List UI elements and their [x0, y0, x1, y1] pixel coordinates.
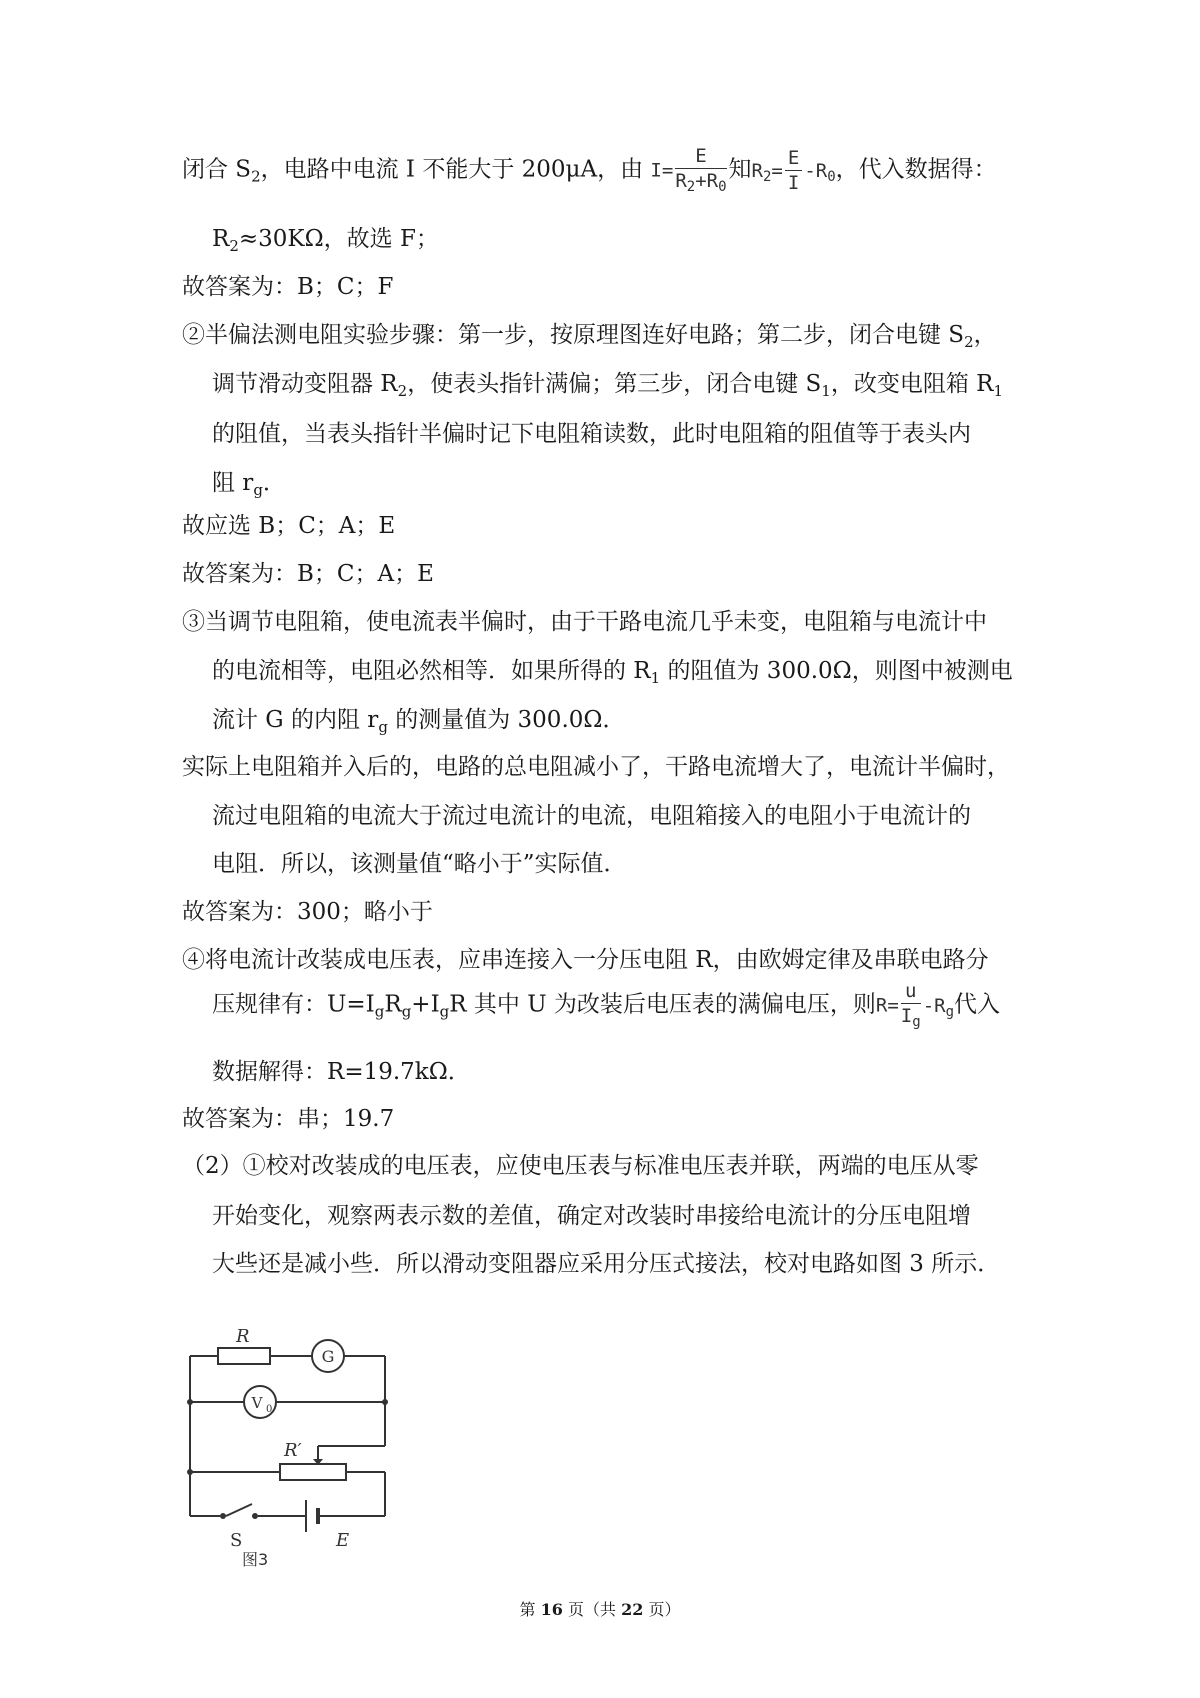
text-line-7: 阻 $r_g$．: [212, 470, 286, 499]
label-e: E: [336, 1530, 350, 1551]
switch-s: [226, 1504, 252, 1516]
figure-caption: 图3: [242, 1550, 269, 1568]
text-line-4: ②半偏法测电阻实验步骤：第一步，按原理图连好电路；第二步，闭合电键 $S_2$，: [182, 322, 997, 351]
formula-r2: $R_2=$: [751, 159, 783, 185]
text-line-13: 实际上电阻箱并入后的，电路的总电阻减小了，干路电流增大了，电流计半偏时，: [182, 754, 1010, 780]
text-line-1: [182, 147, 1200, 194]
text-line-22: 开始变化，观察两表示数的差值，确定对改装时串接给电流计的分压电阻增: [212, 1203, 971, 1229]
fraction-u-over-ig: $\frac{u}{I_g}$: [900, 980, 921, 1030]
text-line-17: ④将电流计改装成电压表，应串连接入一分压电阻 R，由欧姆定律及串联电路分: [182, 947, 989, 973]
text-line-16: 故答案为：300；略小于: [182, 899, 433, 925]
label-g: G: [321, 1347, 335, 1366]
text-line-19: 数据解得：R=19.7kΩ．: [212, 1059, 471, 1085]
text: ，电路中电流 I 不能大于 200μA，由: [260, 156, 644, 183]
label-r: R: [236, 1328, 250, 1347]
text-line-15: 电阻．所以，该测量值“略小于”实际值．: [212, 851, 627, 877]
formula-r: R=: [875, 994, 899, 1017]
formula-minus-r0: $-R_0$: [804, 159, 836, 185]
text-line-12: 流计 G 的内阻 $r_g$ 的测量值为 300.0Ω．: [212, 707, 626, 736]
text-line-3: 故答案为：B；C；F: [182, 274, 394, 300]
formula-minus-rg: $-R_g$: [922, 994, 955, 1020]
label-v: V: [251, 1394, 263, 1412]
text-line-10: ③当调节电阻箱，使电流表半偏时，由于干路电流几乎未变，电阻箱与电流计中: [182, 609, 987, 635]
text-line-8: 故应选 B；C；A；E: [182, 513, 396, 539]
text: ，代入数据得：: [835, 156, 997, 183]
text-line-2: $R_2\approx 30K\Omega$，故选 F；: [212, 226, 439, 255]
label-v-sub: 0: [266, 1404, 273, 1415]
page-footer: 第 16 页（共 22 页）: [519, 1600, 681, 1619]
label-s: S: [230, 1530, 243, 1551]
circuit-diagram: [180, 1328, 410, 1568]
text-line-20: 故答案为：串；19.7: [182, 1106, 395, 1132]
fraction-e-over-r2-r0: $\frac{E}{R_2+R_0}$: [675, 145, 727, 195]
text-line-11: 的电流相等，电阻必然相等．如果所得的 $R_1$ 的阻值为 300.0Ω，则图中被测电: [212, 658, 1013, 687]
text: 闭合 S: [182, 156, 252, 183]
text-line-14: 流过电阻箱的电流大于流过电流计的电流，电阻箱接入的电阻小于电流计的: [212, 803, 971, 829]
text-line-18: 压规律有：$U=I_gR_g+I_gR$ 其中 U 为改装后电压表的满偏电压，则R= $\frac{u}{I_g}$ $-R_g$代入: [212, 980, 1001, 1030]
text-line-23: 大些还是减小些．所以滑动变阻器应采用分压式接法，校对电路如图 3 所示．: [212, 1251, 1001, 1277]
label-r-prime: R′: [284, 1440, 302, 1461]
fraction-e-over-i: $\frac{E}{I}$: [785, 149, 802, 193]
subscript: 2: [251, 167, 261, 186]
text: 知: [728, 156, 752, 183]
formula-i: I=: [650, 159, 674, 182]
text-line-9: 故答案为：B；C；A；E: [182, 561, 434, 587]
text-line-5: 调节滑动变阻器 $R_2$，使表头指针满偏；第三步，闭合电键 $S_1$，改变电阻箱 $R_1$: [212, 371, 1003, 400]
text-line-6: 的阻值，当表头指针半偏时记下电阻箱读数，此时电阻箱的阻值等于表头内: [212, 421, 971, 447]
rheostat-r-prime: [280, 1464, 346, 1480]
resistor-r: [218, 1348, 270, 1364]
text-line-21: （2）①校对改装成的电压表，应使电压表与标准电压表并联，两端的电压从零: [182, 1153, 979, 1179]
